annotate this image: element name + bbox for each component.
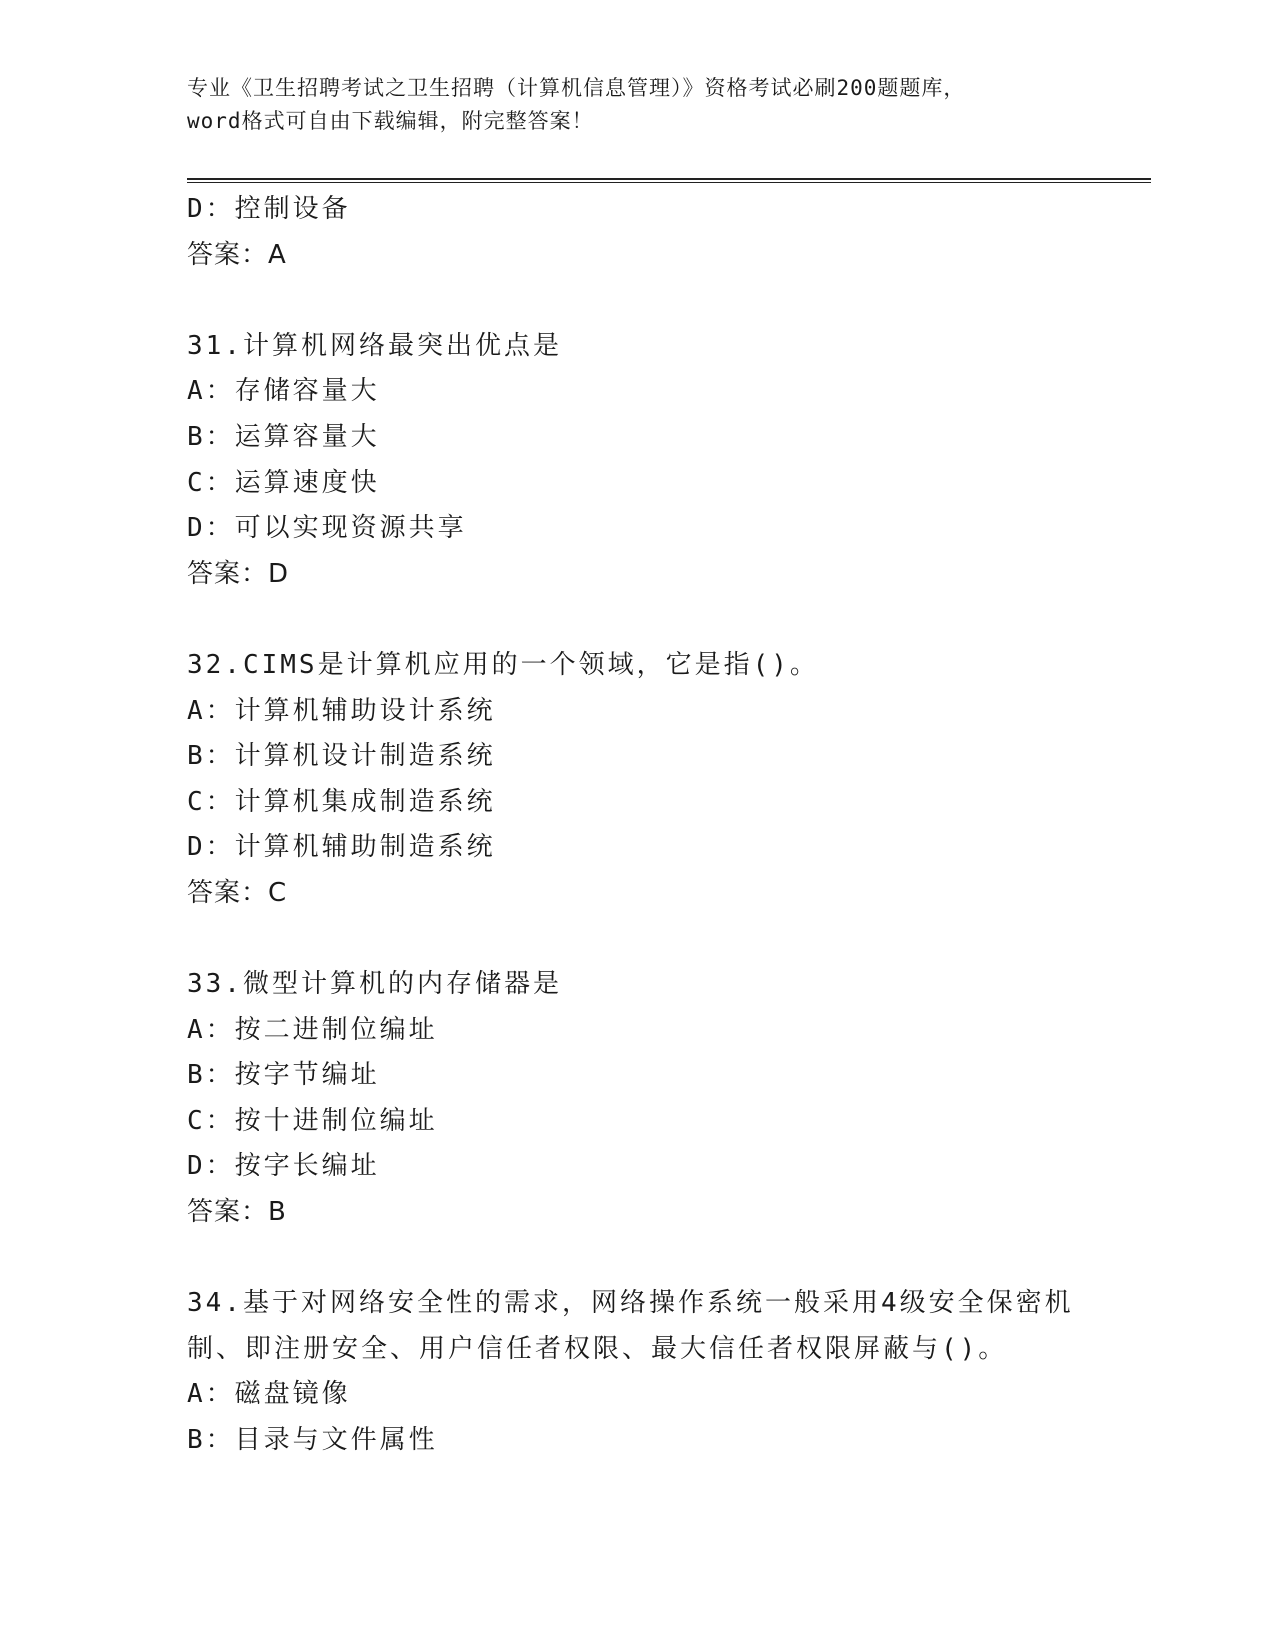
question-31 xyxy=(187,324,1151,598)
question-gap xyxy=(187,917,1151,963)
answer: 答案：C xyxy=(187,877,288,908)
option-b: B：目录与文件属性 xyxy=(187,1425,438,1456)
page-header xyxy=(187,72,1087,138)
option-c: C：按十进制位编址 xyxy=(187,1105,438,1136)
question-30 xyxy=(187,187,1151,278)
option-a: A：计算机辅助设计系统 xyxy=(187,695,496,726)
header-title-line-2: word格式可自由下载编辑，附完整答案！ xyxy=(187,109,594,133)
answer: 答案：A xyxy=(187,239,287,270)
option-b: B：运算容量大 xyxy=(187,421,380,452)
header-title-line-1: 专业《卫生招聘考试之卫生招聘（计算机信息管理）》资格考试必刷200题题库， xyxy=(187,76,966,100)
question-stem: 33.微型计算机的内存储器是 xyxy=(187,969,562,1000)
question-stem-line-2: 制、即注册安全、用户信任者权限、最大信任者权限屏蔽与()。 xyxy=(187,1333,1008,1364)
option-d: D：按字长编址 xyxy=(187,1151,380,1182)
question-stem: 31.计算机网络最突出优点是 xyxy=(187,330,562,361)
question-stem-line-1: 34.基于对网络安全性的需求，网络操作系统一般采用4级安全保密机 xyxy=(187,1288,1074,1319)
answer: 答案：B xyxy=(187,1197,287,1228)
question-gap xyxy=(187,1236,1151,1282)
header-divider xyxy=(187,178,1151,183)
question-33 xyxy=(187,962,1151,1236)
option-d: D：计算机辅助制造系统 xyxy=(187,832,496,863)
option-d: D：可以实现资源共享 xyxy=(187,513,467,544)
question-gap xyxy=(187,597,1151,643)
answer: 答案：D xyxy=(187,558,290,589)
question-34 xyxy=(187,1281,1151,1463)
question-stem: 32.CIMS是计算机应用的一个领域，它是指()。 xyxy=(187,649,819,680)
question-32 xyxy=(187,643,1151,917)
option-b: B：按字节编址 xyxy=(187,1060,380,1091)
option-a: A：按二进制位编址 xyxy=(187,1014,438,1045)
option-a: A：存储容量大 xyxy=(187,376,380,407)
question-gap xyxy=(187,278,1151,324)
option-a: A：磁盘镜像 xyxy=(187,1379,351,1410)
option-d: D：控制设备 xyxy=(187,194,351,224)
option-b: B：计算机设计制造系统 xyxy=(187,741,496,772)
option-c: C：计算机集成制造系统 xyxy=(187,786,496,817)
option-c: C：运算速度快 xyxy=(187,467,380,498)
question-list xyxy=(187,187,1151,1464)
